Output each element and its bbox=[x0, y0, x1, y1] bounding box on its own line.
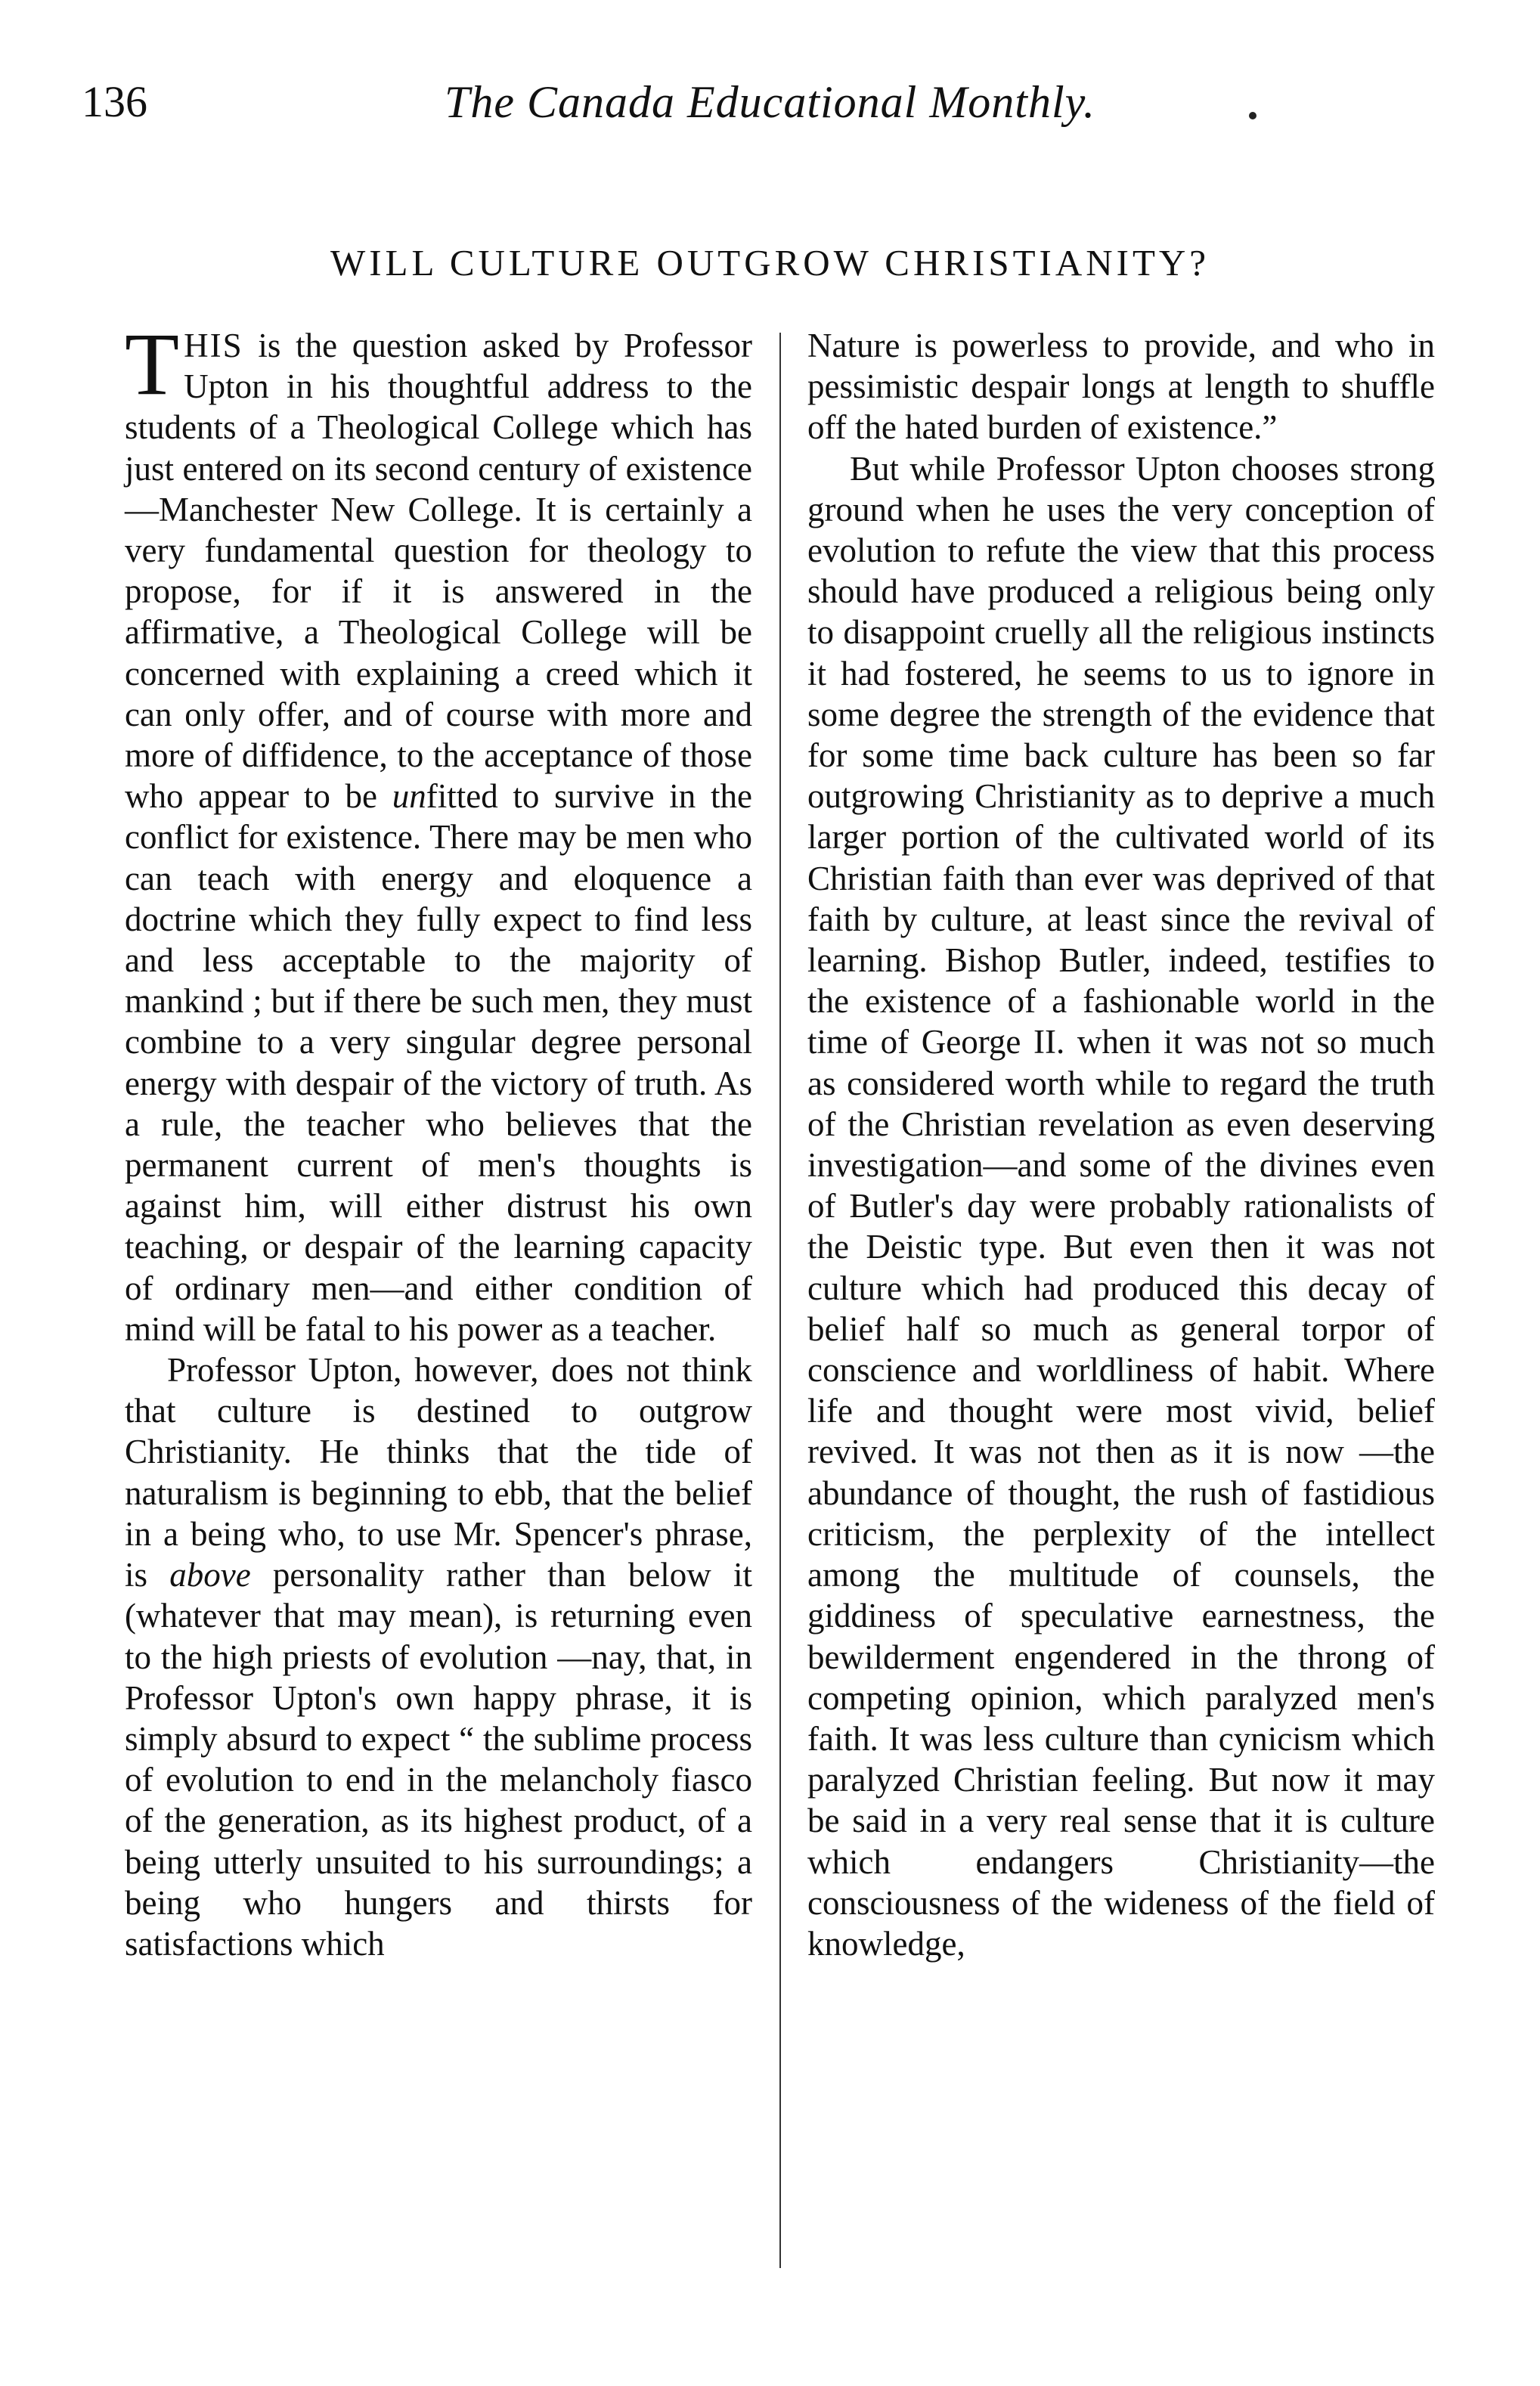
paragraph-text: fitted to survive in the conflict for existence. There may be men who can teach with energy and eloquence a doctrine which they fully expect to find less and less acceptable to the majority of mankind ; but if there be such men, they must combine to a very singular degree personal energy with despair of the victory of truth. As a rule, the teacher who believes that the permanent current of men's thoughts is against him, will either distrust his own teaching, or despair of the learning capacity of ordinary men—and either condition of mind will be fatal to his power as a teacher. bbox=[125, 777, 752, 1348]
article-title: WILL CULTURE OUTGROW CHRISTIANITY? bbox=[330, 242, 1210, 284]
emphasis-text: above bbox=[169, 1556, 251, 1594]
opening-caps: HIS bbox=[184, 327, 243, 364]
running-head bbox=[0, 76, 1540, 136]
right-column bbox=[807, 325, 1435, 1964]
column-rule bbox=[779, 333, 781, 2268]
paragraph-opening bbox=[125, 315, 752, 1349]
print-speck bbox=[1249, 112, 1256, 119]
paragraph-continued: Nature is powerless to provide, and who in pessimistic despair longs at length to shuffle off the hated burden of existence.” bbox=[807, 327, 1435, 447]
journal-title: The Canada Educational Monthly. bbox=[445, 77, 1095, 127]
paragraph bbox=[125, 1349, 752, 1964]
page-number: 136 bbox=[82, 77, 147, 126]
paragraph: But while Professor Upton chooses strong ground when he uses the very conception of evolution to refute the view that this process should have produced a religious being only to disappoint cruelly all the religious instincts it had fostered, he seems to us to ignore in some degree the strength of the evidence that for some time back culture has been so far outgrowing Christianity as to deprive a much larger portion of the cultivated world of its Christian faith than ever was deprived of that faith by culture, at least since the revival of learning. Bishop Butler, indeed, testifies to the existence of a fashionable world in the time of George II. when it was not so much as considered worth while to regard the truth of the Christian revelation as even deserving investigation—and some of the divines even of Butler's day were probably rationalists of the Deistic type. But even then it was not culture which had produced this decay of belief half so much as general torpor of conscience and worldliness of habit. Where life and thought were most vivid, belief revived. It was not then as it is now —the abundance of thought, the rush of fastidious criticism, the perplexity of the intellect among the multitude of counsels, the giddiness of speculative earnestness, the bewilderment engendered in the throng of competing opinion, which paralyzed men's faith. It was less culture than cynicism which paralyzed Christian feeling. But now it may be said in a very real sense that it is culture which endangers Christianity—the consciousness of the wideness of the field of knowledge, bbox=[807, 449, 1435, 1963]
left-column bbox=[125, 315, 752, 1964]
emphasis-text: un bbox=[392, 777, 426, 816]
drop-cap: T bbox=[125, 315, 180, 414]
paragraph-text: personality rather than below it (whatever that may mean), is returning even to the high priests of evolution —nay, that, in Professor Upton's own happy phrase, it is simply absurd to expect “ the sublime process of evolution to end in the melancholy fiasco of the generation, as its highest product, of a being utterly unsuited to his surroundings; a being who hungers and thirsts for satisfactions which bbox=[125, 1556, 752, 1963]
paragraph-text: is the question asked by Professor Upton in his thoughtful address to the students of a Theological College which has just entered on its second century of existence—Manchester New College. It is certainly a very fundamental question for theology to propose, for if it is answered in the affirmative, a Theological College will be concerned with explaining a creed which it can only offer, and of course with more and more of diffidence, to the acceptance of those who appear to be bbox=[125, 327, 752, 816]
paragraph-text: Professor Upton, however, does not think that culture is destined to outgrow Christianity. He thinks that the tide of naturalism is beginning to ebb, that the belief in a being who, to use Mr. Spencer's phrase, is bbox=[125, 1351, 752, 1594]
